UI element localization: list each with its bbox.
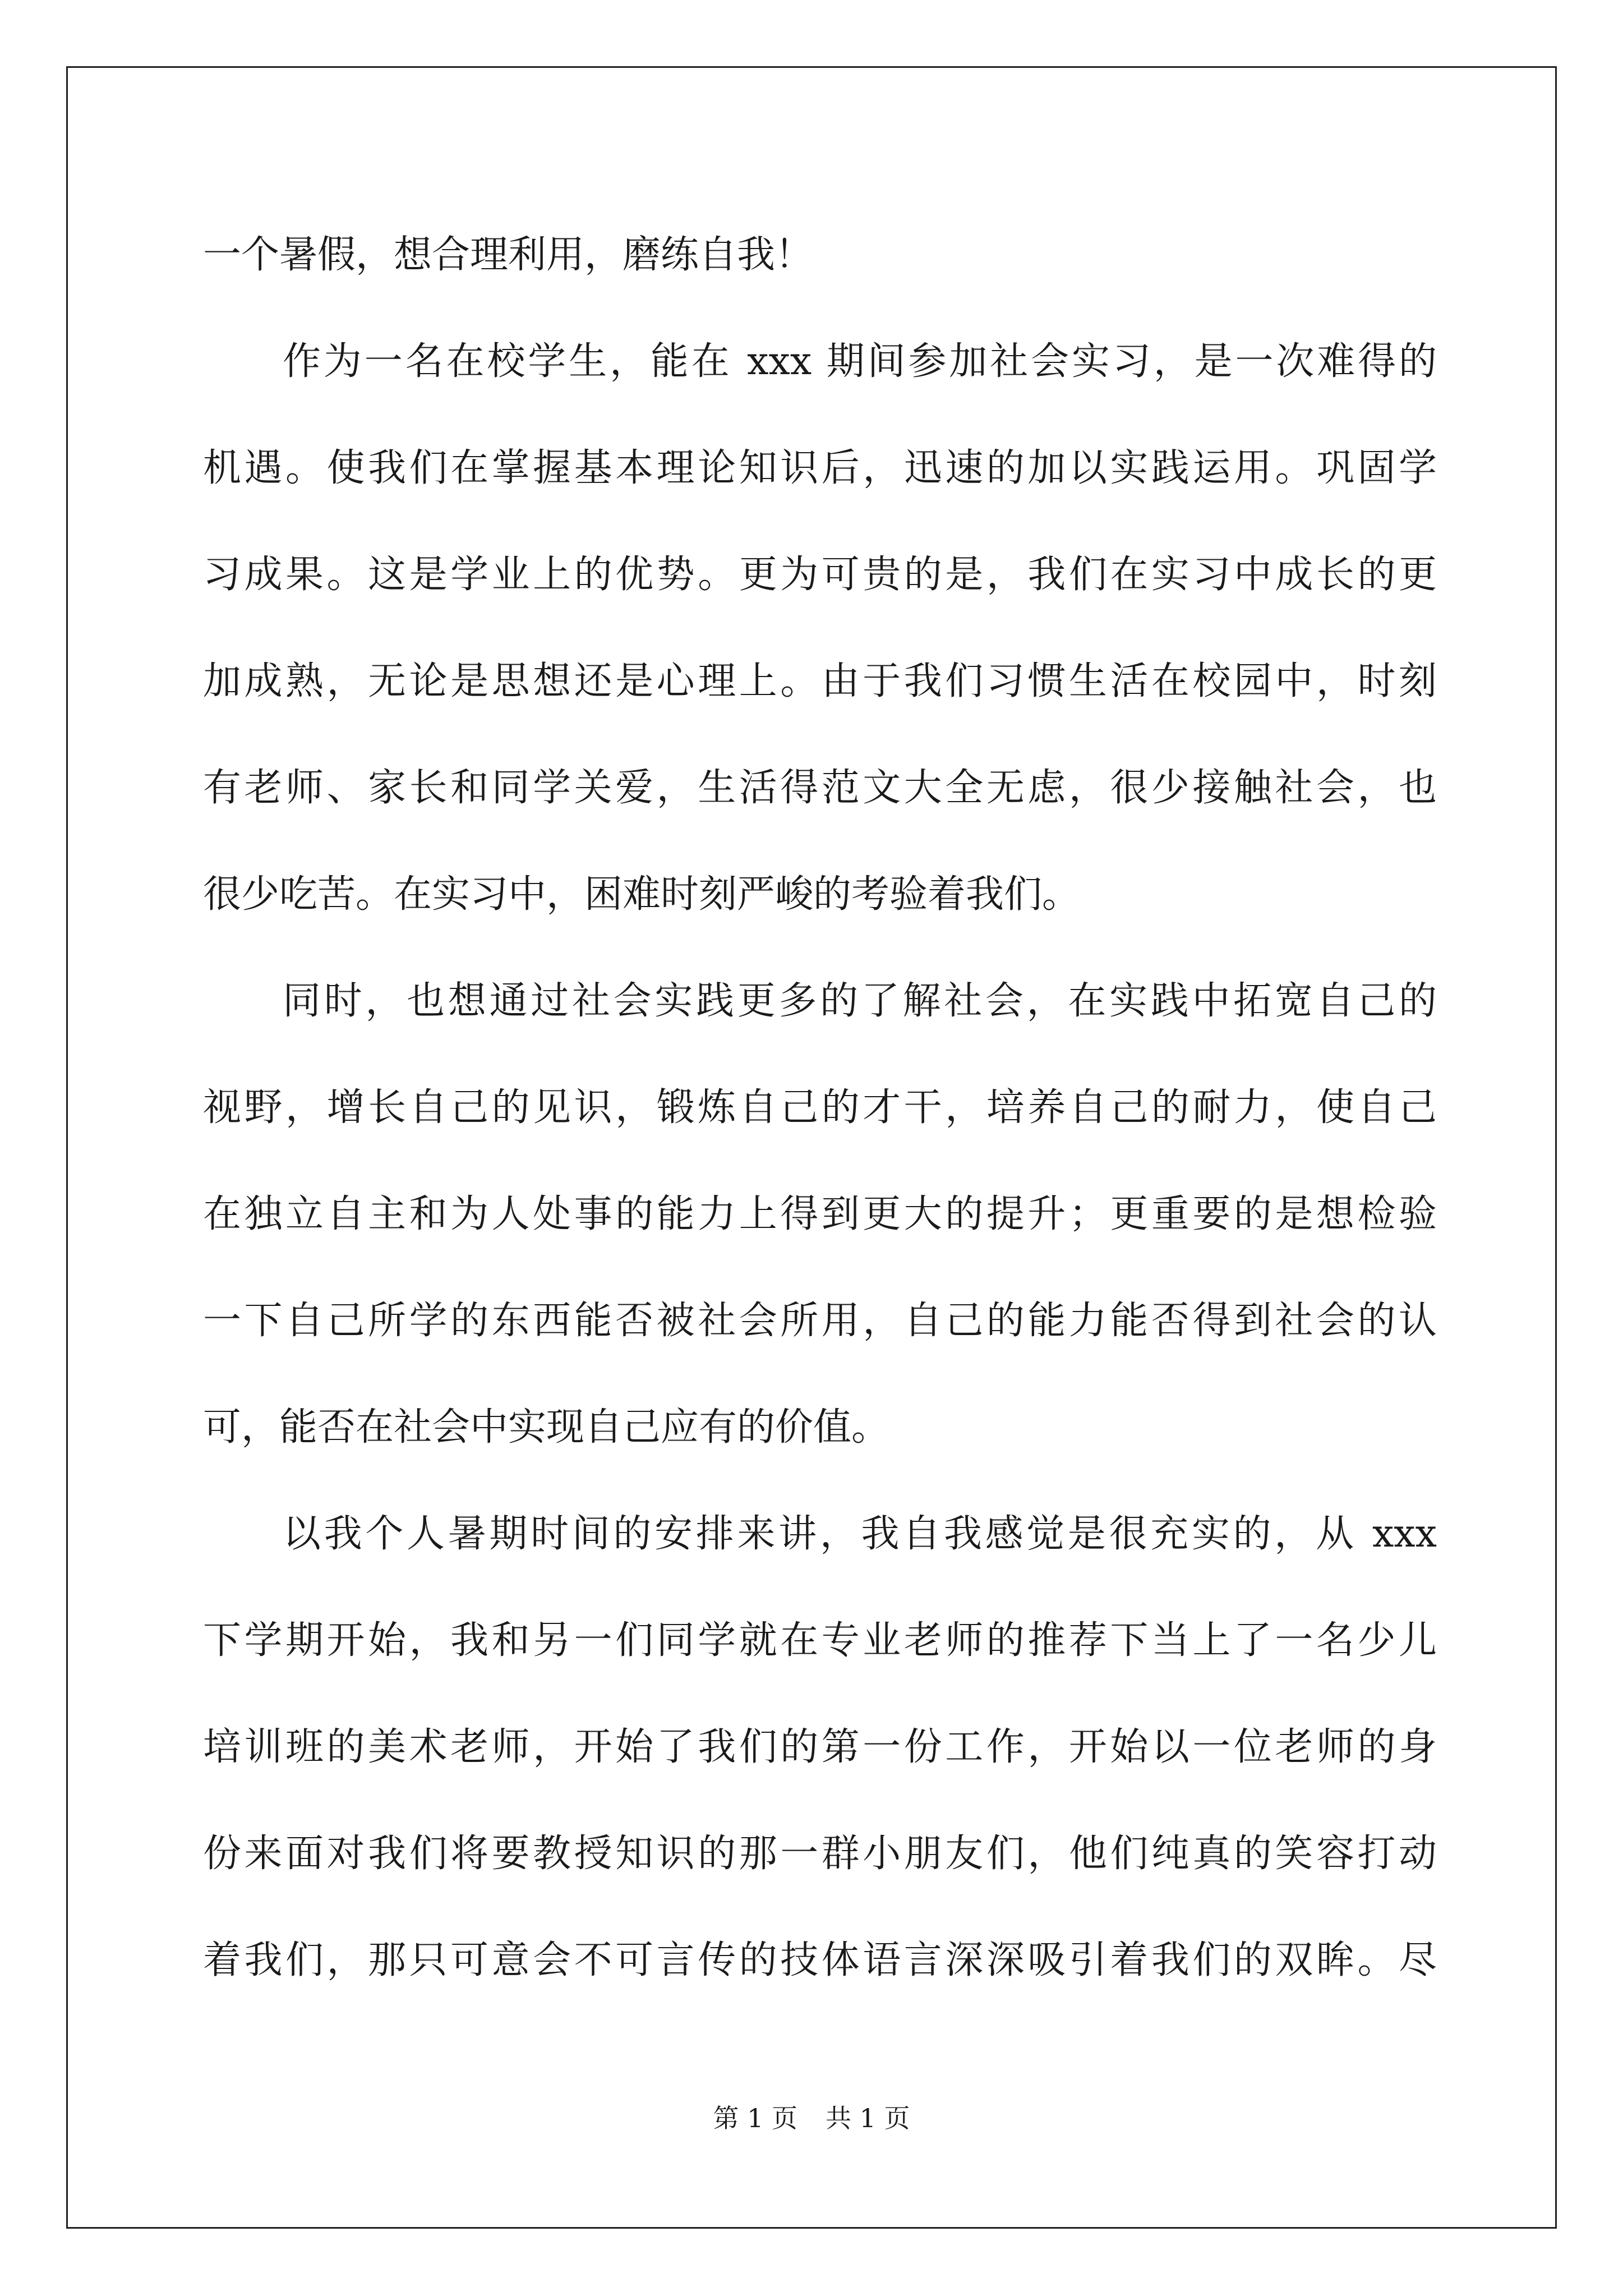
text-line: 可，能否在社会中实现自己应有的价值。 — [203, 1405, 890, 1450]
text-line: 以我个人暑期时间的安排来讲，我自我感觉是很充实的，从 xxx — [283, 1512, 1437, 1556]
page-footer — [0, 2098, 1623, 2135]
text-line: 机遇。使我们在掌握基本理论知识后，迅速的加以实践运用。巩固学 — [203, 446, 1437, 490]
text-line: 培训班的美术老师，开始了我们的第一份工作，开始以一位老师的身 — [203, 1725, 1437, 1769]
text-line: 同时，也想通过社会实践更多的了解社会，在实践中拓宽自己的 — [283, 979, 1437, 1023]
text-line: 作为一名在校学生，能在 xxx 期间参加社会实习，是一次难得的 — [283, 339, 1437, 384]
text-line: 一下自己所学的东西能否被社会所用，自己的能力能否得到社会的认 — [203, 1299, 1437, 1343]
text-line: 下学期开始，我和另一们同学就在专业老师的推荐下当上了一名少儿 — [203, 1618, 1437, 1663]
text-line: 着我们，那只可意会不可言传的技体语言深深吸引着我们的双眸。尽 — [203, 1938, 1437, 1982]
text-line: 在独立自主和为人处事的能力上得到更大的提升；更重要的是想检验 — [203, 1192, 1437, 1236]
text-line: 份来面对我们将要教授知识的那一群小朋友们，他们纯真的笑容打动 — [203, 1832, 1437, 1876]
document-body — [203, 202, 1437, 2014]
text-line: 习成果。这是学业上的优势。更为可贵的是，我们在实习中成长的更 — [203, 553, 1437, 597]
page-number-current: 第 1 页 — [713, 2103, 797, 2133]
page-number-total: 共 1 页 — [826, 2103, 910, 2133]
text-line: 一个暑假，想合理利用，磨练自我！ — [203, 233, 814, 277]
text-line: 加成熟，无论是思想还是心理上。由于我们习惯生活在校园中，时刻 — [203, 659, 1437, 703]
text-line: 有老师、家长和同学关爱，生活得范文大全无虑，很少接触社会，也 — [203, 766, 1437, 810]
text-line: 很少吃苦。在实习中，困难时刻严峻的考验着我们。 — [203, 872, 1081, 917]
text-line: 视野，增长自己的见识，锻炼自己的才干，培养自己的耐力，使自己 — [203, 1085, 1437, 1130]
